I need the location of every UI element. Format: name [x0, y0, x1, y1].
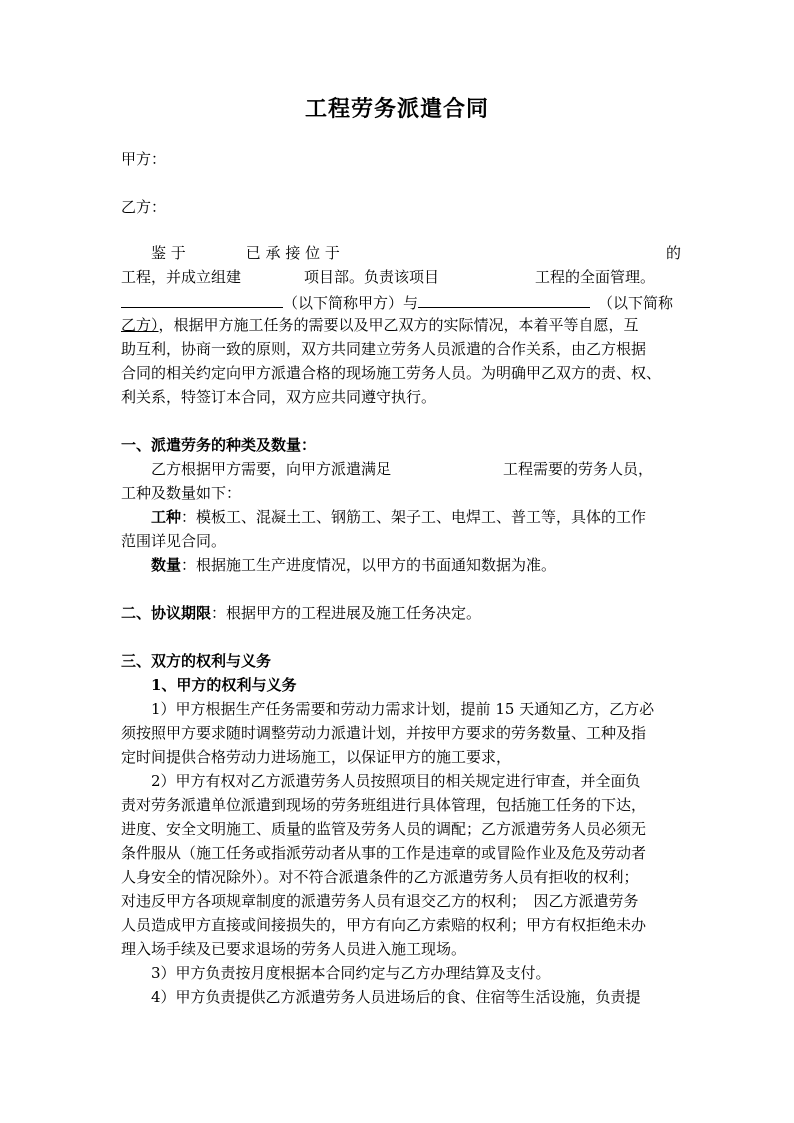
- preamble-line-1: [121, 241, 681, 265]
- section-1-qty: [121, 553, 681, 577]
- preamble-text: ，根据甲方施工任务的需要以及甲乙双方的实际情况，本着平等自愿，互: [158, 316, 639, 334]
- preamble-text: 的: [665, 244, 681, 262]
- item-1-line-1: 1）甲方根据生产任务需要和劳动力需求计划，提前 15 天通知乙方，乙方必: [151, 700, 655, 718]
- party-a-label: 甲方：: [121, 150, 167, 168]
- item-4-line-1: 4）甲方负责提供乙方派遣劳务人员进场后的食、住宿等生活设施，负责提: [151, 988, 641, 1006]
- preamble-text: 工程的全面管理。: [535, 268, 656, 286]
- section-2-heading: 二、协议期限: [121, 604, 212, 622]
- item-3: 3）甲方负责按月度根据本合同约定与乙方办理结算及支付。: [151, 964, 551, 982]
- section-1-para-line-2: 工种及数量如下：: [121, 484, 242, 502]
- section-2: [121, 601, 681, 625]
- preamble-text: 乙方）: [121, 316, 159, 334]
- item-2-line-2: 责对劳务派遣单位派遣到现场的劳务班组进行具体管理，包括施工任务的下达，: [121, 796, 647, 814]
- item-2-line-6: 对违反甲方各项规章制度的派遣劳务人员有退交乙方的权利； 因乙方派遣劳务: [121, 892, 639, 910]
- types-label: 工种: [151, 508, 182, 526]
- preamble-text: （以下简称: [598, 294, 674, 312]
- preamble-text: 鉴 于: [151, 244, 186, 262]
- party-b-blank: [418, 289, 590, 308]
- item-2-line-1: 2）甲方有权对乙方派遣劳务人员按照项目的相关规定进行审查，并全面负: [151, 772, 641, 790]
- section-3-heading: 三、双方的权利与义务: [121, 652, 272, 670]
- preamble-line-2: [121, 265, 681, 289]
- preamble-line-4: [121, 313, 681, 337]
- section-1-para-line-1: [121, 457, 681, 481]
- item-2-line-4: 条件服从（施工任务或指派劳动者从事的工作是违章的或冒险作业及危及劳动者: [121, 844, 647, 862]
- section-text: 工程需要的劳务人员，: [503, 460, 654, 478]
- preamble-line-7: 利关系，特签订本合同，双方应共同遵守执行。: [121, 388, 437, 406]
- item-2-line-3: 进度、安全文明施工、质量的监管及劳务人员的调配；乙方派遣劳务人员必须无: [121, 820, 647, 838]
- party-a-blank: [121, 289, 283, 308]
- item-1-line-3: 定时间提供合格劳动力进场施工，以保证甲方的施工要求，: [121, 748, 512, 766]
- item-2-line-7: 人员造成甲方直接或间接损失的，甲方有向乙方索赔的权利；甲方有权拒绝未办: [121, 916, 647, 934]
- item-2-line-8: 理入场手续及已要求退场的劳务人员进入施工现场。: [121, 940, 467, 958]
- preamble-line-5: 助互利，协商一致的原则，双方共同建立劳务人员派遣的合作关系，由乙方根据: [121, 340, 647, 358]
- item-2-line-5: 人身安全的情况除外）。对不符合派遣条件的乙方派遣劳务人员有拒收的权利；: [121, 868, 639, 886]
- preamble-text: （以下简称甲方）与: [283, 294, 419, 312]
- preamble-text: 工程，并成立组建: [121, 268, 242, 286]
- party-b-label: 乙方：: [121, 198, 167, 216]
- preamble-text: 项目部。负责该项目: [304, 268, 440, 286]
- section-1-types-line-2: 范围详见合同。: [121, 532, 227, 550]
- section-text: 乙方根据甲方需要，向甲方派遣满足: [151, 460, 392, 478]
- section-1-heading: 一、派遣劳务的种类及数量：: [121, 436, 317, 454]
- qty-label: 数量: [151, 556, 182, 574]
- preamble-line-3: [121, 289, 681, 315]
- preamble-text: 已 承 接 位 于: [245, 244, 340, 262]
- section-3-sub-1: 1、甲方的权利与义务: [151, 676, 297, 694]
- section-1-types: [121, 505, 681, 529]
- item-1-line-2: 须按照甲方要求随时调整劳动力派遣计划，并按甲方要求的劳务数量、工种及指: [121, 724, 647, 742]
- contract-title: 工程劳务派遣合同: [304, 96, 489, 122]
- types-text: ：模板工、混凝土工、钢筋工、架子工、电焊工、普工等，具体的工作: [181, 508, 647, 526]
- section-2-text: ：根据甲方的工程进展及施工任务决定。: [211, 604, 482, 622]
- preamble-line-6: 合同的相关约定向甲方派遣合格的现场施工劳务人员。为明确甲乙双方的责、权、: [121, 364, 662, 382]
- qty-text: ：根据施工生产进度情况，以甲方的书面通知数据为准。: [181, 556, 557, 574]
